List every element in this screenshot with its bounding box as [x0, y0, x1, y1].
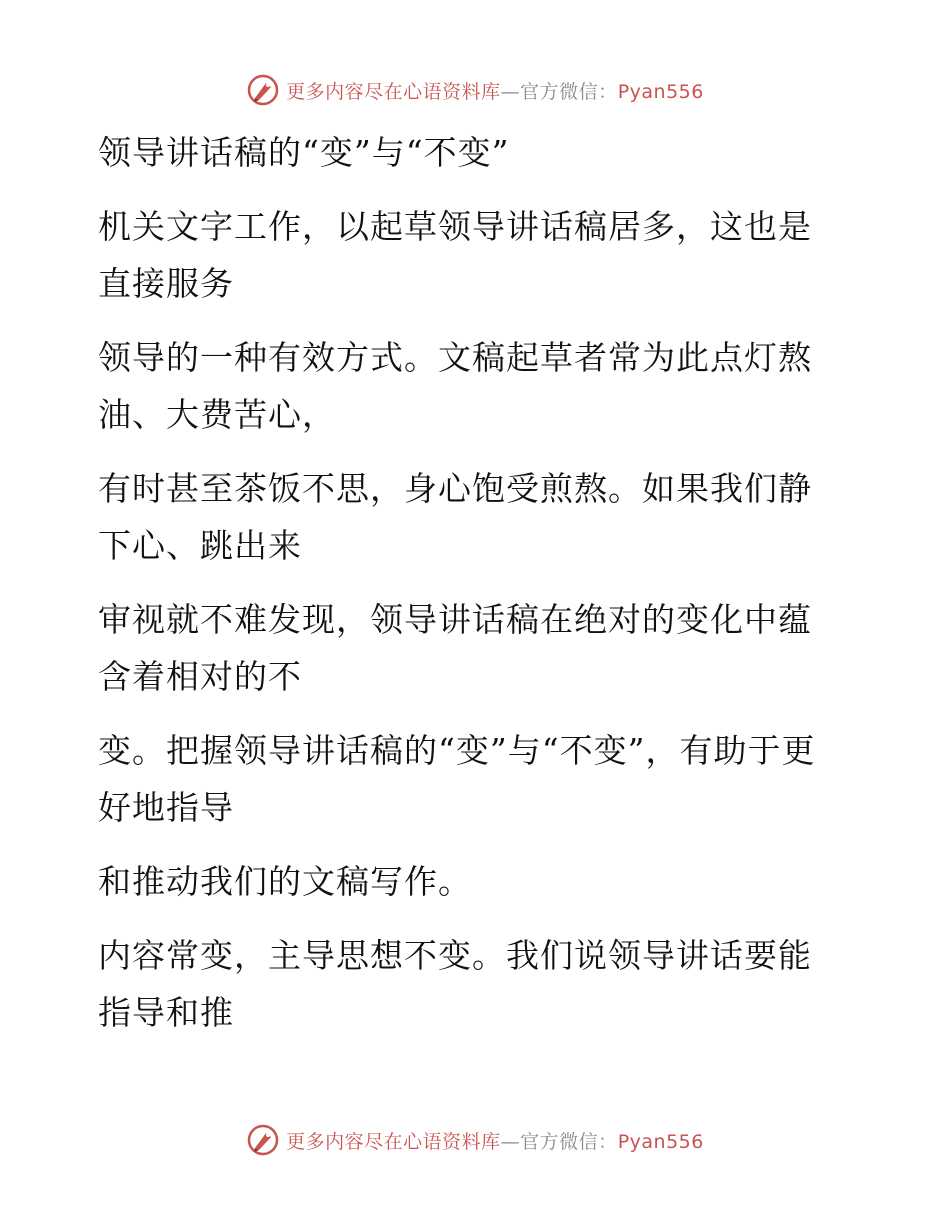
paragraph-7: 内容常变，主导思想不变。我们说领导讲话要能指导和推 — [98, 936, 812, 1032]
footer-banner-text — [286, 1127, 704, 1154]
document-title: 领导讲话稿的“变”与“不变” — [98, 133, 510, 172]
paragraph-6: 和推动我们的文稿写作。 — [98, 862, 472, 901]
paragraph-2: 领导的一种有效方式。文稿起草者常为此点灯熬油、大费苦心， — [98, 338, 812, 434]
paragraph-1: 机关文字工作，以起草领导讲话稿居多，这也是直接服务 — [98, 207, 812, 303]
footer-banner-separator: — — [500, 1130, 521, 1153]
footer-banner-prefix: 更多内容尽在心语资料库 — [286, 1130, 501, 1153]
pen-nib-logo-icon — [246, 73, 280, 107]
header-banner-brand: Pyan556 — [617, 80, 704, 103]
header-banner — [0, 70, 950, 110]
paragraph-3: 有时甚至茶饭不思，身心饱受煎熬。如果我们静下心、跳出来 — [98, 469, 812, 565]
header-banner-separator: — — [500, 80, 521, 103]
pen-nib-logo-icon — [246, 1123, 280, 1157]
footer-banner-brand: Pyan556 — [617, 1130, 704, 1153]
header-banner-text — [286, 77, 704, 104]
paragraph-4: 审视就不难发现，领导讲话稿在绝对的变化中蕴含着相对的不 — [98, 600, 812, 696]
header-banner-prefix: 更多内容尽在心语资料库 — [286, 80, 501, 103]
paragraph-5: 变。把握领导讲话稿的“变”与“不变”，有助于更好地指导 — [98, 731, 816, 827]
footer-banner — [0, 1120, 950, 1160]
document-body — [98, 118, 838, 1041]
header-banner-suffix: 官方微信： — [520, 80, 618, 103]
footer-banner-suffix: 官方微信： — [520, 1130, 618, 1153]
